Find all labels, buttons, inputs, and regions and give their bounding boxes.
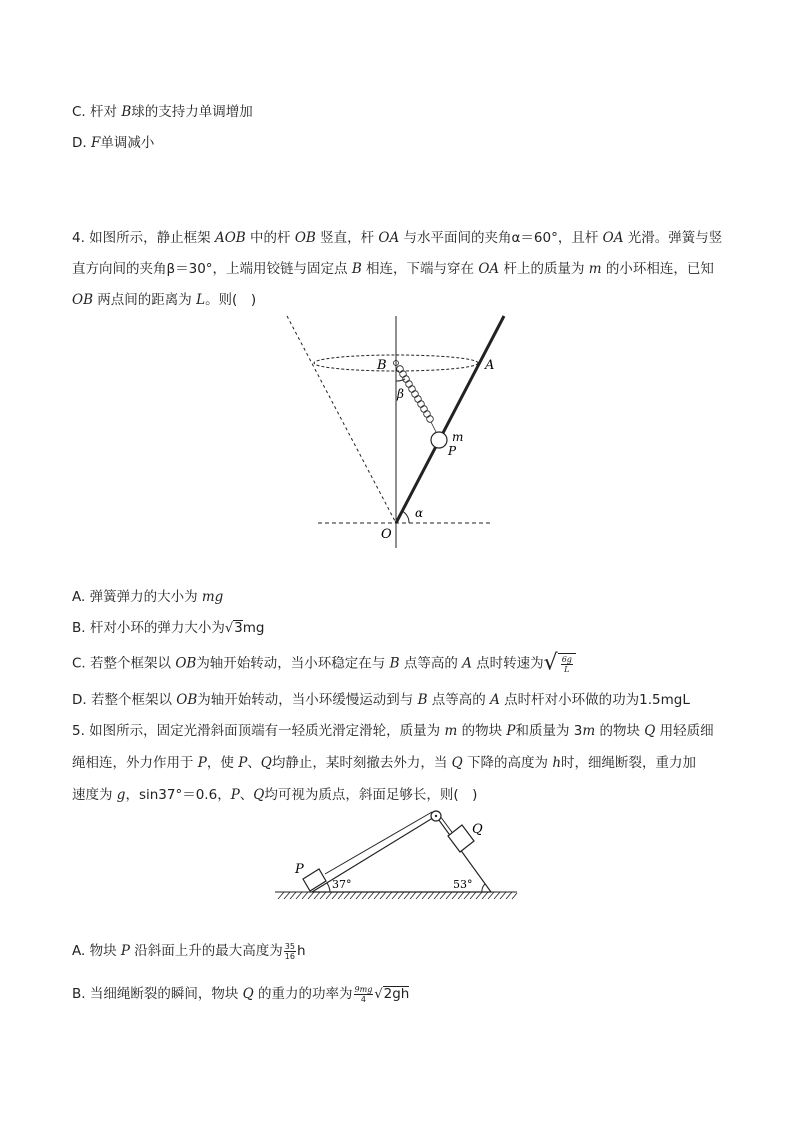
q5-stem-line1: 5. 如图所示，固定光滑斜面顶端有一轻质光滑定滑轮，质量为 m 的物块 P和质量为 3m 的物块 Q 用轻质细 — [72, 723, 714, 739]
label-p: P — [295, 862, 304, 877]
q4-stem-line3: OB 两点间的距离为 L。则( ) — [72, 292, 257, 308]
q4-stem-line1: 4. 如图所示，静止框架 AOB 中的杆 OB 竖直，杆 OA 与水平面间的夹角α＝60°，且杆 OA 光滑。弹簧与竖 — [72, 230, 723, 246]
label-b: B — [377, 358, 387, 373]
q4-option-c: C. 若整个框架以 OB为轴开始转动，当小环稳定在与 B 点等高的 A 点时转速为√ $\frac{6g}{L}$ — [72, 653, 576, 674]
label-beta: β — [397, 387, 404, 401]
q4-figure — [280, 308, 520, 548]
label-p: P — [448, 444, 457, 458]
label-o: O — [381, 527, 392, 542]
label-alpha: α — [415, 506, 424, 520]
q5-option-b: B. 当细绳断裂的瞬间，物块 Q 的重力的功率为 $\frac{9mg}{4}$ √2gh — [72, 984, 410, 1004]
q4-option-a: A. 弹簧弹力的大小为 mg — [72, 589, 224, 605]
label-angle-53: 53° — [453, 878, 473, 891]
block-p — [303, 869, 326, 891]
q5-stem-line2: 绳相连，外力作用于 P，使 P、Q均静止，某时刻撤去外力，当 Q 下降的高度为 h时，细绳断裂，重力加 — [72, 755, 697, 771]
ring-p — [431, 432, 447, 448]
q3-option-c: C. 杆对 B球的支持力单调增加 — [72, 104, 253, 120]
q5-option-a: A. 物块 P 沿斜面上升的最大高度为 $\frac{35}{16}$ h — [72, 941, 306, 961]
label-a: A — [485, 358, 495, 373]
q5-figure — [270, 808, 530, 904]
q4-option-d: D. 若整个框架以 OB为轴开始转动，当小环缓慢运动到与 B 点等高的 A 点时杆对小环做的功为1.5mgL — [72, 692, 690, 708]
q4-option-b: B. 杆对小环的弹力大小为√3mg — [72, 620, 265, 636]
ground-hatching — [278, 892, 517, 899]
q5-stem-line3: 速度为 g，sin37°＝0.6，P、Q均可视为质点，斜面足够长，则( ) — [72, 787, 478, 803]
label-angle-37: 37° — [332, 878, 352, 891]
block-q — [448, 825, 474, 852]
q3-option-d: D. F单调减小 — [72, 135, 155, 151]
label-q: Q — [472, 822, 483, 837]
q4-stem-line2: 直方向间的夹角β＝30°，上端用铰链与固定点 B 相连，下端与穿在 OA 杆上的质量为 m 的小环相连，已知 — [72, 261, 714, 277]
label-m: m — [452, 430, 464, 444]
